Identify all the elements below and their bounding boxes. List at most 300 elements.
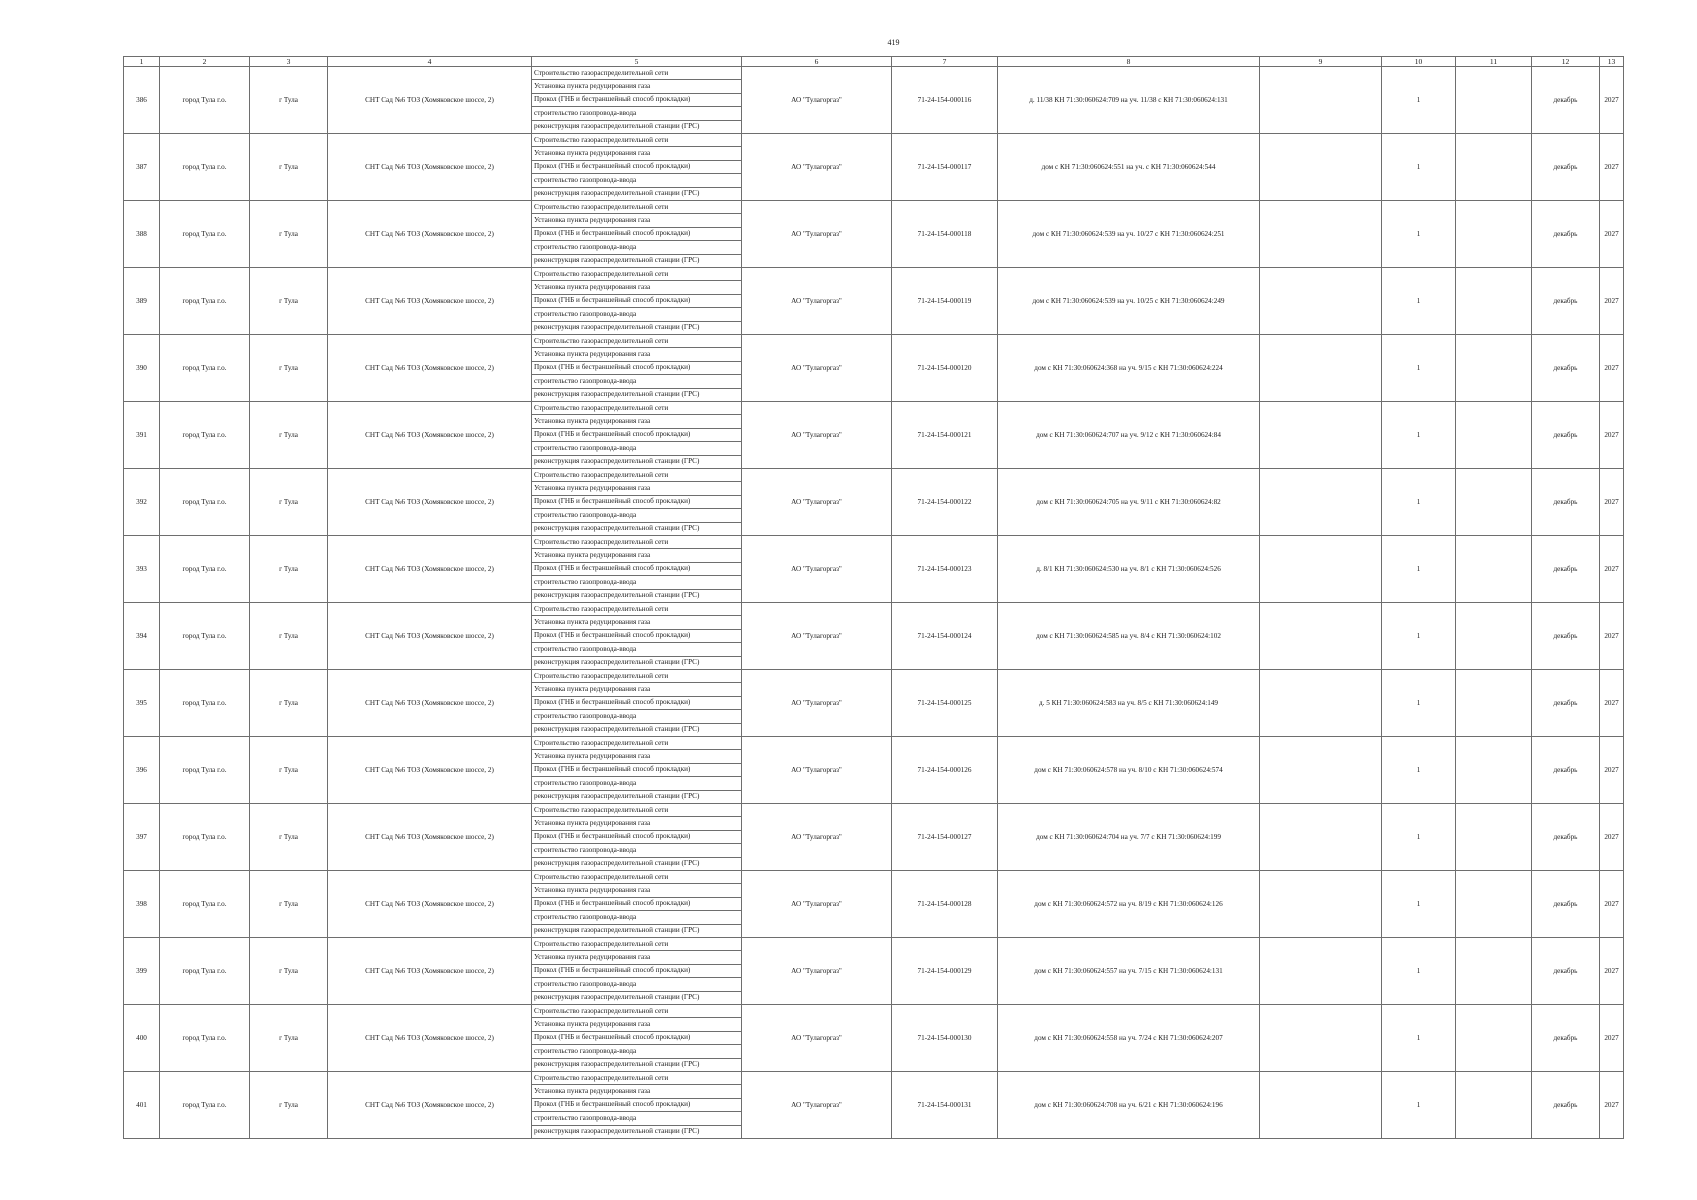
code-cell: 71-24-154-000117 bbox=[892, 134, 998, 201]
column-9-cell bbox=[1260, 201, 1382, 268]
column-11-cell bbox=[1456, 335, 1532, 402]
work-item: реконструкция газораспределительной станции (ГРС) bbox=[534, 256, 700, 265]
locality-cell: г Тула bbox=[250, 469, 328, 536]
works-cell bbox=[532, 938, 742, 1005]
column-11-cell bbox=[1456, 737, 1532, 804]
municipality-cell: город Тула г.о. bbox=[160, 737, 250, 804]
column-11-cell bbox=[1456, 1072, 1532, 1139]
work-item: Строительство газораспределительной сети bbox=[532, 737, 741, 750]
works-cell bbox=[532, 603, 742, 670]
object-cell: СНТ Сад №6 ТОЗ (Хомяковское шоссе, 2) bbox=[328, 804, 532, 871]
object-cell: СНТ Сад №6 ТОЗ (Хомяковское шоссе, 2) bbox=[328, 402, 532, 469]
works-cell bbox=[532, 469, 742, 536]
organization-cell: АО "Тулагоргаз" bbox=[742, 603, 892, 670]
works-cell bbox=[532, 670, 742, 737]
municipality-cell: город Тула г.о. bbox=[160, 603, 250, 670]
work-item: Прокол (ГНБ и бестраншейный способ прокладки) bbox=[532, 228, 741, 241]
column-header-7: 7 bbox=[892, 57, 998, 67]
description-cell: дом с КН 71:30:060624:704 на уч. 7/7 с КН 71:30:060624:199 bbox=[998, 804, 1260, 871]
column-header-3: 3 bbox=[250, 57, 328, 67]
quantity-cell: 1 bbox=[1382, 1072, 1456, 1139]
work-item: Строительство газораспределительной сети bbox=[532, 1005, 741, 1018]
locality-cell: г Тула bbox=[250, 268, 328, 335]
work-item: строительство газопровода-ввода bbox=[532, 777, 741, 790]
year-cell: 2027 bbox=[1600, 1005, 1624, 1072]
work-item: Прокол (ГНБ и бестраншейный способ прокладки) bbox=[532, 161, 741, 174]
object-cell: СНТ Сад №6 ТОЗ (Хомяковское шоссе, 2) bbox=[328, 268, 532, 335]
work-item: Прокол (ГНБ и бестраншейный способ прокладки) bbox=[532, 1032, 741, 1045]
organization-cell: АО "Тулагоргаз" bbox=[742, 670, 892, 737]
object-cell: СНТ Сад №6 ТОЗ (Хомяковское шоссе, 2) bbox=[328, 134, 532, 201]
work-item: Установка пункта редуцирования газа bbox=[532, 214, 741, 227]
object-cell: СНТ Сад №6 ТОЗ (Хомяковское шоссе, 2) bbox=[328, 1072, 532, 1139]
table-row bbox=[124, 670, 1624, 737]
work-item: строительство газопровода-ввода bbox=[532, 1112, 741, 1125]
work-item: Прокол (ГНБ и бестраншейный способ прокладки) bbox=[532, 764, 741, 777]
works-list bbox=[532, 670, 741, 736]
month-cell: декабрь bbox=[1532, 670, 1600, 737]
work-item: Установка пункта редуцирования газа bbox=[532, 415, 741, 428]
work-item: строительство газопровода-ввода bbox=[532, 375, 741, 388]
column-11-cell bbox=[1456, 201, 1532, 268]
work-item: реконструкция газораспределительной станции (ГРС) bbox=[534, 1060, 700, 1069]
municipality-cell: город Тула г.о. bbox=[160, 134, 250, 201]
object-cell: СНТ Сад №6 ТОЗ (Хомяковское шоссе, 2) bbox=[328, 871, 532, 938]
work-item: Прокол (ГНБ и бестраншейный способ прокладки) bbox=[532, 965, 741, 978]
municipality-cell: город Тула г.о. bbox=[160, 536, 250, 603]
work-item: Строительство газораспределительной сети bbox=[532, 268, 741, 281]
row-number: 388 bbox=[124, 201, 160, 268]
column-9-cell bbox=[1260, 402, 1382, 469]
municipality-cell: город Тула г.о. bbox=[160, 1072, 250, 1139]
locality-cell: г Тула bbox=[250, 603, 328, 670]
work-item: строительство газопровода-ввода bbox=[532, 241, 741, 254]
column-number-row bbox=[124, 57, 1624, 67]
municipality-cell: город Тула г.о. bbox=[160, 201, 250, 268]
quantity-cell: 1 bbox=[1382, 402, 1456, 469]
month-cell: декабрь bbox=[1532, 67, 1600, 134]
organization-cell: АО "Тулагоргаз" bbox=[742, 737, 892, 804]
description-cell: дом с КН 71:30:060624:572 на уч. 8/19 с КН 71:30:060624:126 bbox=[998, 871, 1260, 938]
column-9-cell bbox=[1260, 804, 1382, 871]
column-header-8: 8 bbox=[998, 57, 1260, 67]
quantity-cell: 1 bbox=[1382, 804, 1456, 871]
column-9-cell bbox=[1260, 1072, 1382, 1139]
work-item: Прокол (ГНБ и бестраншейный способ прокладки) bbox=[532, 898, 741, 911]
table-row bbox=[124, 536, 1624, 603]
works-cell bbox=[532, 67, 742, 134]
work-item: Строительство газораспределительной сети bbox=[532, 335, 741, 348]
column-11-cell bbox=[1456, 67, 1532, 134]
column-11-cell bbox=[1456, 469, 1532, 536]
description-cell: дом с КН 71:30:060624:705 на уч. 9/11 с КН 71:30:060624:82 bbox=[998, 469, 1260, 536]
works-list bbox=[532, 134, 741, 200]
work-item: Строительство газораспределительной сети bbox=[532, 1072, 741, 1085]
municipality-cell: город Тула г.о. bbox=[160, 268, 250, 335]
works-list bbox=[532, 268, 741, 334]
year-cell: 2027 bbox=[1600, 268, 1624, 335]
works-cell bbox=[532, 737, 742, 804]
municipality-cell: город Тула г.о. bbox=[160, 67, 250, 134]
quantity-cell: 1 bbox=[1382, 469, 1456, 536]
work-item: Установка пункта редуцирования газа bbox=[532, 348, 741, 361]
municipality-cell: город Тула г.о. bbox=[160, 804, 250, 871]
table-row bbox=[124, 268, 1624, 335]
quantity-cell: 1 bbox=[1382, 871, 1456, 938]
organization-cell: АО "Тулагоргаз" bbox=[742, 1072, 892, 1139]
locality-cell: г Тула bbox=[250, 536, 328, 603]
column-9-cell bbox=[1260, 134, 1382, 201]
description-cell: дом с КН 71:30:060624:539 на уч. 10/25 с КН 71:30:060624:249 bbox=[998, 268, 1260, 335]
municipality-cell: город Тула г.о. bbox=[160, 670, 250, 737]
work-item: реконструкция газораспределительной станции (ГРС) bbox=[534, 390, 700, 399]
quantity-cell: 1 bbox=[1382, 536, 1456, 603]
works-list bbox=[532, 804, 741, 870]
table-row bbox=[124, 201, 1624, 268]
gasification-plan-table bbox=[123, 56, 1624, 1139]
organization-cell: АО "Тулагоргаз" bbox=[742, 938, 892, 1005]
municipality-cell: город Тула г.о. bbox=[160, 1005, 250, 1072]
year-cell: 2027 bbox=[1600, 1072, 1624, 1139]
column-header-11: 11 bbox=[1456, 57, 1532, 67]
description-cell: дом с КН 71:30:060624:578 на уч. 8/10 с КН 71:30:060624:574 bbox=[998, 737, 1260, 804]
work-item: Установка пункта редуцирования газа bbox=[532, 750, 741, 763]
column-header-10: 10 bbox=[1382, 57, 1456, 67]
work-item: реконструкция газораспределительной станции (ГРС) bbox=[534, 323, 700, 332]
code-cell: 71-24-154-000121 bbox=[892, 402, 998, 469]
work-item: реконструкция газораспределительной станции (ГРС) bbox=[534, 725, 700, 734]
column-header-2: 2 bbox=[160, 57, 250, 67]
work-item: реконструкция газораспределительной станции (ГРС) bbox=[534, 926, 700, 935]
object-cell: СНТ Сад №6 ТОЗ (Хомяковское шоссе, 2) bbox=[328, 67, 532, 134]
month-cell: декабрь bbox=[1532, 737, 1600, 804]
code-cell: 71-24-154-000128 bbox=[892, 871, 998, 938]
code-cell: 71-24-154-000130 bbox=[892, 1005, 998, 1072]
work-item: реконструкция газораспределительной станции (ГРС) bbox=[534, 591, 700, 600]
column-11-cell bbox=[1456, 1005, 1532, 1072]
work-item: Установка пункта редуцирования газа bbox=[532, 281, 741, 294]
month-cell: декабрь bbox=[1532, 603, 1600, 670]
quantity-cell: 1 bbox=[1382, 737, 1456, 804]
column-11-cell bbox=[1456, 804, 1532, 871]
object-cell: СНТ Сад №6 ТОЗ (Хомяковское шоссе, 2) bbox=[328, 938, 532, 1005]
code-cell: 71-24-154-000127 bbox=[892, 804, 998, 871]
municipality-cell: город Тула г.о. bbox=[160, 469, 250, 536]
month-cell: декабрь bbox=[1532, 804, 1600, 871]
locality-cell: г Тула bbox=[250, 1072, 328, 1139]
municipality-cell: город Тула г.о. bbox=[160, 402, 250, 469]
column-9-cell bbox=[1260, 536, 1382, 603]
column-header-1: 1 bbox=[124, 57, 160, 67]
object-cell: СНТ Сад №6 ТОЗ (Хомяковское шоссе, 2) bbox=[328, 670, 532, 737]
municipality-cell: город Тула г.о. bbox=[160, 938, 250, 1005]
column-11-cell bbox=[1456, 134, 1532, 201]
organization-cell: АО "Тулагоргаз" bbox=[742, 536, 892, 603]
works-list bbox=[532, 536, 741, 602]
column-9-cell bbox=[1260, 1005, 1382, 1072]
year-cell: 2027 bbox=[1600, 402, 1624, 469]
code-cell: 71-24-154-000119 bbox=[892, 268, 998, 335]
table-row bbox=[124, 134, 1624, 201]
work-item: Прокол (ГНБ и бестраншейный способ прокладки) bbox=[532, 1099, 741, 1112]
works-cell bbox=[532, 335, 742, 402]
locality-cell: г Тула bbox=[250, 402, 328, 469]
code-cell: 71-24-154-000131 bbox=[892, 1072, 998, 1139]
code-cell: 71-24-154-000124 bbox=[892, 603, 998, 670]
description-cell: дом с КН 71:30:060624:551 на уч. с КН 71:30:060624:544 bbox=[998, 134, 1260, 201]
table-row bbox=[124, 335, 1624, 402]
locality-cell: г Тула bbox=[250, 67, 328, 134]
row-number: 389 bbox=[124, 268, 160, 335]
works-cell bbox=[532, 1072, 742, 1139]
works-list bbox=[532, 1005, 741, 1071]
organization-cell: АО "Тулагоргаз" bbox=[742, 804, 892, 871]
quantity-cell: 1 bbox=[1382, 134, 1456, 201]
row-number: 401 bbox=[124, 1072, 160, 1139]
description-cell: дом с КН 71:30:060624:557 на уч. 7/15 с КН 71:30:060624:131 bbox=[998, 938, 1260, 1005]
quantity-cell: 1 bbox=[1382, 1005, 1456, 1072]
work-item: строительство газопровода-ввода bbox=[532, 710, 741, 723]
year-cell: 2027 bbox=[1600, 335, 1624, 402]
works-list bbox=[532, 737, 741, 803]
code-cell: 71-24-154-000126 bbox=[892, 737, 998, 804]
table-row bbox=[124, 737, 1624, 804]
work-item: строительство газопровода-ввода bbox=[532, 509, 741, 522]
row-number: 398 bbox=[124, 871, 160, 938]
work-item: Строительство газораспределительной сети bbox=[532, 67, 741, 80]
column-header-13: 13 bbox=[1600, 57, 1624, 67]
work-item: реконструкция газораспределительной станции (ГРС) bbox=[534, 993, 700, 1002]
work-item: Прокол (ГНБ и бестраншейный способ прокладки) bbox=[532, 429, 741, 442]
column-9-cell bbox=[1260, 737, 1382, 804]
year-cell: 2027 bbox=[1600, 67, 1624, 134]
month-cell: декабрь bbox=[1532, 402, 1600, 469]
month-cell: декабрь bbox=[1532, 201, 1600, 268]
work-item: строительство газопровода-ввода bbox=[532, 911, 741, 924]
column-11-cell bbox=[1456, 536, 1532, 603]
table-row bbox=[124, 804, 1624, 871]
work-item: строительство газопровода-ввода bbox=[532, 576, 741, 589]
quantity-cell: 1 bbox=[1382, 603, 1456, 670]
work-item: реконструкция газораспределительной станции (ГРС) bbox=[534, 792, 700, 801]
work-item: Строительство газораспределительной сети bbox=[532, 938, 741, 951]
works-cell bbox=[532, 268, 742, 335]
locality-cell: г Тула bbox=[250, 938, 328, 1005]
table-row bbox=[124, 871, 1624, 938]
quantity-cell: 1 bbox=[1382, 938, 1456, 1005]
works-list bbox=[532, 335, 741, 401]
work-item: реконструкция газораспределительной станции (ГРС) bbox=[534, 189, 700, 198]
work-item: Установка пункта редуцирования газа bbox=[532, 549, 741, 562]
organization-cell: АО "Тулагоргаз" bbox=[742, 268, 892, 335]
work-item: Прокол (ГНБ и бестраншейный способ прокладки) bbox=[532, 563, 741, 576]
row-number: 386 bbox=[124, 67, 160, 134]
table-body bbox=[124, 67, 1624, 1139]
municipality-cell: город Тула г.о. bbox=[160, 871, 250, 938]
quantity-cell: 1 bbox=[1382, 268, 1456, 335]
work-item: строительство газопровода-ввода bbox=[532, 844, 741, 857]
work-item: реконструкция газораспределительной станции (ГРС) bbox=[534, 859, 700, 868]
work-item: Строительство газораспределительной сети bbox=[532, 536, 741, 549]
organization-cell: АО "Тулагоргаз" bbox=[742, 201, 892, 268]
description-cell: д. 5 КН 71:30:060624:583 на уч. 8/5 с КН 71:30:060624:149 bbox=[998, 670, 1260, 737]
work-item: Строительство газораспределительной сети bbox=[532, 871, 741, 884]
work-item: Установка пункта редуцирования газа bbox=[532, 951, 741, 964]
row-number: 396 bbox=[124, 737, 160, 804]
column-9-cell bbox=[1260, 938, 1382, 1005]
work-item: Прокол (ГНБ и бестраншейный способ прокладки) bbox=[532, 697, 741, 710]
column-9-cell bbox=[1260, 469, 1382, 536]
works-list bbox=[532, 402, 741, 468]
works-list bbox=[532, 871, 741, 937]
works-cell bbox=[532, 201, 742, 268]
column-11-cell bbox=[1456, 402, 1532, 469]
column-11-cell bbox=[1456, 670, 1532, 737]
description-cell: д. 11/38 КН 71:30:060624:709 на уч. 11/38 с КН 71:30:060624:131 bbox=[998, 67, 1260, 134]
month-cell: декабрь bbox=[1532, 871, 1600, 938]
column-11-cell bbox=[1456, 603, 1532, 670]
column-9-cell bbox=[1260, 67, 1382, 134]
works-list bbox=[532, 1072, 741, 1138]
column-header-9: 9 bbox=[1260, 57, 1382, 67]
year-cell: 2027 bbox=[1600, 536, 1624, 603]
description-cell: д. 8/1 КН 71:30:060624:530 на уч. 8/1 с КН 71:30:060624:526 bbox=[998, 536, 1260, 603]
table-row bbox=[124, 1005, 1624, 1072]
row-number: 391 bbox=[124, 402, 160, 469]
work-item: реконструкция газораспределительной станции (ГРС) bbox=[534, 658, 700, 667]
locality-cell: г Тула bbox=[250, 134, 328, 201]
column-11-cell bbox=[1456, 871, 1532, 938]
code-cell: 71-24-154-000125 bbox=[892, 670, 998, 737]
table-row bbox=[124, 402, 1624, 469]
work-item: строительство газопровода-ввода bbox=[532, 308, 741, 321]
object-cell: СНТ Сад №6 ТОЗ (Хомяковское шоссе, 2) bbox=[328, 536, 532, 603]
work-item: реконструкция газораспределительной станции (ГРС) bbox=[534, 524, 700, 533]
column-9-cell bbox=[1260, 603, 1382, 670]
works-list bbox=[532, 67, 741, 133]
work-item: Установка пункта редуцирования газа bbox=[532, 1085, 741, 1098]
organization-cell: АО "Тулагоргаз" bbox=[742, 1005, 892, 1072]
year-cell: 2027 bbox=[1600, 603, 1624, 670]
year-cell: 2027 bbox=[1600, 134, 1624, 201]
organization-cell: АО "Тулагоргаз" bbox=[742, 67, 892, 134]
works-cell bbox=[532, 536, 742, 603]
code-cell: 71-24-154-000116 bbox=[892, 67, 998, 134]
work-item: Прокол (ГНБ и бестраншейный способ прокладки) bbox=[532, 94, 741, 107]
column-9-cell bbox=[1260, 670, 1382, 737]
works-list bbox=[532, 938, 741, 1004]
column-header-6: 6 bbox=[742, 57, 892, 67]
work-item: строительство газопровода-ввода bbox=[532, 643, 741, 656]
description-cell: дом с КН 71:30:060624:708 на уч. 6/21 с КН 71:30:060624:196 bbox=[998, 1072, 1260, 1139]
row-number: 387 bbox=[124, 134, 160, 201]
work-item: Установка пункта редуцирования газа bbox=[532, 683, 741, 696]
column-header-4: 4 bbox=[328, 57, 532, 67]
code-cell: 71-24-154-000118 bbox=[892, 201, 998, 268]
works-list bbox=[532, 603, 741, 669]
work-item: Установка пункта редуцирования газа bbox=[532, 1018, 741, 1031]
work-item: Установка пункта редуцирования газа bbox=[532, 884, 741, 897]
work-item: Прокол (ГНБ и бестраншейный способ прокладки) bbox=[532, 831, 741, 844]
month-cell: декабрь bbox=[1532, 469, 1600, 536]
row-number: 393 bbox=[124, 536, 160, 603]
code-cell: 71-24-154-000122 bbox=[892, 469, 998, 536]
description-cell: дом с КН 71:30:060624:539 на уч. 10/27 с КН 71:30:060624:251 bbox=[998, 201, 1260, 268]
column-9-cell bbox=[1260, 335, 1382, 402]
works-list bbox=[532, 469, 741, 535]
row-number: 390 bbox=[124, 335, 160, 402]
code-cell: 71-24-154-000129 bbox=[892, 938, 998, 1005]
row-number: 400 bbox=[124, 1005, 160, 1072]
column-header-12: 12 bbox=[1532, 57, 1600, 67]
locality-cell: г Тула bbox=[250, 335, 328, 402]
description-cell: дом с КН 71:30:060624:707 на уч. 9/12 с КН 71:30:060624:84 bbox=[998, 402, 1260, 469]
organization-cell: АО "Тулагоргаз" bbox=[742, 402, 892, 469]
code-cell: 71-24-154-000123 bbox=[892, 536, 998, 603]
work-item: строительство газопровода-ввода bbox=[532, 174, 741, 187]
column-9-cell bbox=[1260, 268, 1382, 335]
municipality-cell: город Тула г.о. bbox=[160, 335, 250, 402]
table-row bbox=[124, 67, 1624, 134]
work-item: Установка пункта редуцирования газа bbox=[532, 147, 741, 160]
object-cell: СНТ Сад №6 ТОЗ (Хомяковское шоссе, 2) bbox=[328, 335, 532, 402]
quantity-cell: 1 bbox=[1382, 201, 1456, 268]
column-9-cell bbox=[1260, 871, 1382, 938]
work-item: Установка пункта редуцирования газа bbox=[532, 817, 741, 830]
year-cell: 2027 bbox=[1600, 938, 1624, 1005]
work-item: Установка пункта редуцирования газа bbox=[532, 80, 741, 93]
month-cell: декабрь bbox=[1532, 1005, 1600, 1072]
year-cell: 2027 bbox=[1600, 469, 1624, 536]
work-item: Прокол (ГНБ и бестраншейный способ прокладки) bbox=[532, 362, 741, 375]
work-item: Строительство газораспределительной сети bbox=[532, 804, 741, 817]
object-cell: СНТ Сад №6 ТОЗ (Хомяковское шоссе, 2) bbox=[328, 1005, 532, 1072]
table-row bbox=[124, 1072, 1624, 1139]
quantity-cell: 1 bbox=[1382, 67, 1456, 134]
work-item: строительство газопровода-ввода bbox=[532, 1045, 741, 1058]
code-cell: 71-24-154-000120 bbox=[892, 335, 998, 402]
year-cell: 2027 bbox=[1600, 670, 1624, 737]
column-11-cell bbox=[1456, 268, 1532, 335]
works-cell bbox=[532, 134, 742, 201]
locality-cell: г Тула bbox=[250, 1005, 328, 1072]
row-number: 395 bbox=[124, 670, 160, 737]
work-item: Строительство газораспределительной сети bbox=[532, 603, 741, 616]
year-cell: 2027 bbox=[1600, 804, 1624, 871]
object-cell: СНТ Сад №6 ТОЗ (Хомяковское шоссе, 2) bbox=[328, 469, 532, 536]
work-item: Строительство газораспределительной сети bbox=[532, 402, 741, 415]
work-item: Прокол (ГНБ и бестраншейный способ прокладки) bbox=[532, 295, 741, 308]
work-item: строительство газопровода-ввода bbox=[532, 978, 741, 991]
work-item: реконструкция газораспределительной станции (ГРС) bbox=[534, 1127, 700, 1136]
work-item: реконструкция газораспределительной станции (ГРС) bbox=[534, 457, 700, 466]
work-item: Строительство газораспределительной сети bbox=[532, 469, 741, 482]
year-cell: 2027 bbox=[1600, 871, 1624, 938]
locality-cell: г Тула bbox=[250, 670, 328, 737]
work-item: Строительство газораспределительной сети bbox=[532, 134, 741, 147]
organization-cell: АО "Тулагоргаз" bbox=[742, 871, 892, 938]
month-cell: декабрь bbox=[1532, 335, 1600, 402]
work-item: реконструкция газораспределительной станции (ГРС) bbox=[534, 122, 700, 131]
work-item: Установка пункта редуцирования газа bbox=[532, 616, 741, 629]
object-cell: СНТ Сад №6 ТОЗ (Хомяковское шоссе, 2) bbox=[328, 737, 532, 804]
organization-cell: АО "Тулагоргаз" bbox=[742, 469, 892, 536]
table-row bbox=[124, 603, 1624, 670]
organization-cell: АО "Тулагоргаз" bbox=[742, 335, 892, 402]
month-cell: декабрь bbox=[1532, 1072, 1600, 1139]
work-item: Прокол (ГНБ и бестраншейный способ прокладки) bbox=[532, 496, 741, 509]
month-cell: декабрь bbox=[1532, 134, 1600, 201]
